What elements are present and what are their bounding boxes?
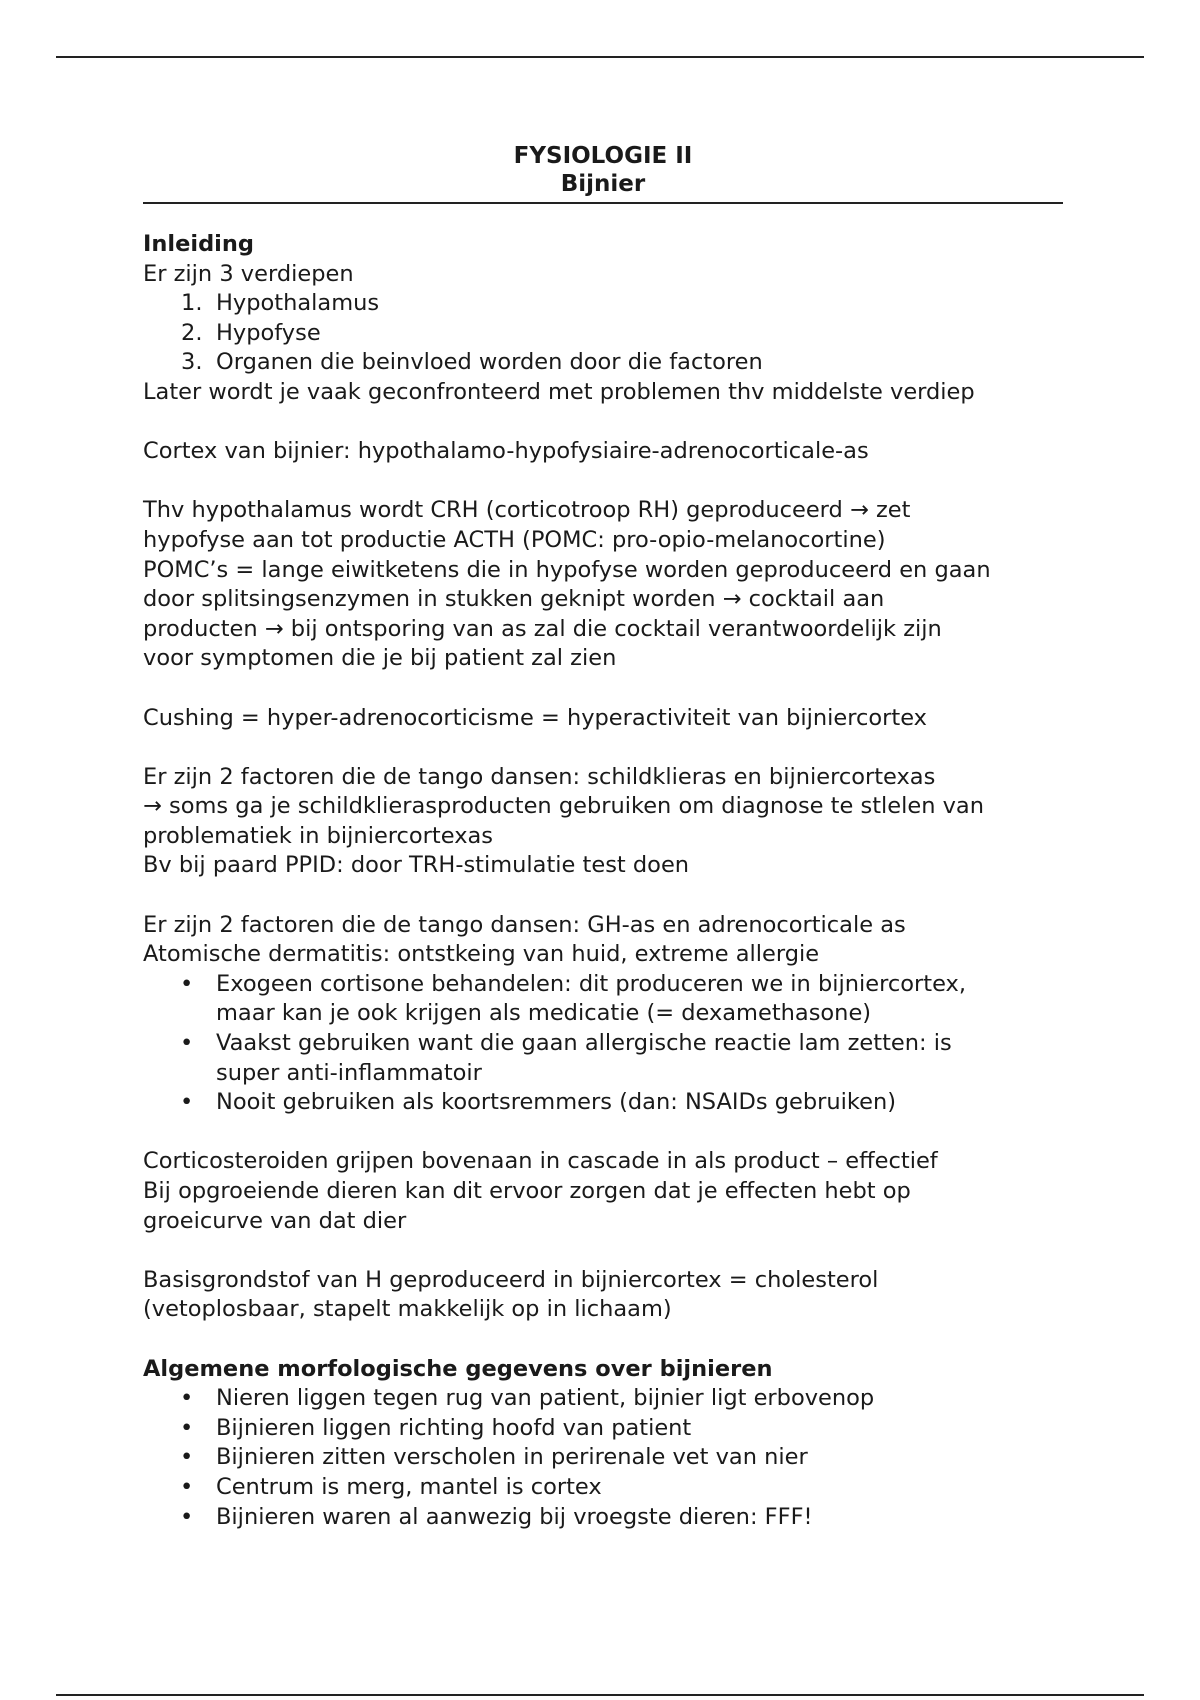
text-line: Exogeen cortisone behandelen: dit produceren we in bijniercortex, <box>216 970 966 997</box>
footer-rule <box>56 1694 1144 1696</box>
list-item <box>143 970 1063 1029</box>
list-item-text: Bijnieren waren al aanwezig bij vroegste dieren: FFF! <box>216 1503 813 1530</box>
text-line: Basisgrondstof van H geproduceerd in bijniercortex = cholesterol <box>143 1266 879 1293</box>
document-subtitle: Bijnier <box>560 171 646 197</box>
bullet-icon: • <box>180 1503 194 1530</box>
text-line: voor symptomen die je bij patient zal zien <box>143 645 617 672</box>
paragraph-basisgrondstof <box>143 1266 1063 1325</box>
paragraph-tango-gh <box>143 911 1063 970</box>
text-line: Atomische dermatitis: ontstkeing van huid, extreme allergie <box>143 941 820 968</box>
text-line: door splitsingsenzymen in stukken geknipt worden → cocktail aan <box>143 586 885 613</box>
bullet-icon: • <box>180 1444 194 1471</box>
list-number: 3. <box>181 349 203 376</box>
list-item <box>143 1414 1063 1444</box>
list-item-text: Hypofyse <box>216 319 321 346</box>
list-item <box>143 1384 1063 1414</box>
bullet-icon: • <box>180 1030 194 1057</box>
text-line: Vaakst gebruiken want die gaan allergische reactie lam zetten: is <box>216 1030 952 1057</box>
text-line: → soms ga je schildklierasproducten gebruiken om diagnose te stlelen van <box>143 793 984 820</box>
list-item <box>143 1029 1063 1088</box>
list-item-text: Organen die beinvloed worden door die factoren <box>216 349 763 376</box>
paragraph-intro: Er zijn 3 verdiepen <box>143 260 354 287</box>
list-item <box>143 1503 1063 1533</box>
text-line: super anti-inflammatoir <box>216 1059 482 1086</box>
text-line: Er zijn 2 factoren die de tango dansen: GH-as en adrenocorticale as <box>143 911 906 938</box>
section-heading-morfologie: Algemene morfologische gegevens over bijnieren <box>143 1355 773 1382</box>
paragraph-tango-schildklier <box>143 763 1063 881</box>
list-item <box>143 1443 1063 1473</box>
paragraph-after-list: Later wordt je vaak geconfronteerd met problemen thv middelste verdiep <box>143 378 975 405</box>
bullet-list-cortisone <box>143 970 1063 1118</box>
bullet-icon: • <box>180 1414 194 1441</box>
list-number: 2. <box>181 319 203 346</box>
bullet-list-morfologie <box>143 1384 1063 1532</box>
bullet-icon: • <box>180 970 194 997</box>
text-line: Er zijn 2 factoren die de tango dansen: schildklieras en bijniercortexas <box>143 763 936 790</box>
text-line: producten → bij ontsporing van as zal die cocktail verantwoordelijk zijn <box>143 615 942 642</box>
paragraph-crh <box>143 496 1063 674</box>
list-item <box>143 1473 1063 1503</box>
list-number: 1. <box>181 290 203 317</box>
list-item-text: Nieren liggen tegen rug van patient, bijnier ligt erbovenop <box>216 1385 875 1412</box>
list-item-text: Centrum is merg, mantel is cortex <box>216 1473 602 1500</box>
list-item <box>143 289 1063 319</box>
text-line: Nooit gebruiken als koortsremmers (dan: NSAIDs gebruiken) <box>216 1089 896 1116</box>
paragraph-cushing: Cushing = hyper-adrenocorticisme = hyperactiviteit van bijniercortex <box>143 704 927 731</box>
bullet-icon: • <box>180 1089 194 1116</box>
title-block <box>143 142 1063 204</box>
list-item <box>143 348 1063 378</box>
text-line: (vetoplosbaar, stapelt makkelijk op in lichaam) <box>143 1296 672 1323</box>
text-line: hypofyse aan tot productie ACTH (POMC: pro-opio-melanocortine) <box>143 526 886 553</box>
paragraph-corticosteroiden <box>143 1147 1063 1236</box>
list-item-text: Hypothalamus <box>216 290 380 317</box>
text-line: Bij opgroeiende dieren kan dit ervoor zorgen dat je effecten hebt op <box>143 1178 911 1204</box>
document-page <box>143 142 1063 1532</box>
text-line: Thv hypothalamus wordt CRH (corticotroop RH) geproduceerd → zet <box>143 497 911 524</box>
text-line: Corticosteroiden grijpen bovenaan in cascade in als product – effectief <box>143 1148 938 1175</box>
text-line: POMC’s = lange eiwitketens die in hypofyse worden geproduceerd en gaan <box>143 556 991 583</box>
list-item <box>143 1088 1063 1118</box>
header-rule <box>56 56 1144 58</box>
paragraph-cortex: Cortex van bijnier: hypothalamo-hypofysiaire-adrenocorticale-as <box>143 438 869 465</box>
list-item-text: Bijnieren zitten verscholen in perirenale vet van nier <box>216 1444 808 1471</box>
bullet-icon: • <box>180 1385 194 1412</box>
text-line: groeicurve van dat dier <box>143 1207 407 1234</box>
text-line: problematiek in bijniercortexas <box>143 822 494 849</box>
bullet-icon: • <box>180 1473 194 1500</box>
numbered-list-levels <box>143 289 1063 378</box>
document-title: FYSIOLOGIE II <box>513 143 693 169</box>
section-heading-inleiding: Inleiding <box>143 231 255 257</box>
list-item-text: Bijnieren liggen richting hoofd van patient <box>216 1414 692 1441</box>
list-item <box>143 319 1063 349</box>
text-line: Bv bij paard PPID: door TRH-stimulatie test doen <box>143 852 690 879</box>
text-line: maar kan je ook krijgen als medicatie (= dexamethasone) <box>216 1000 872 1027</box>
